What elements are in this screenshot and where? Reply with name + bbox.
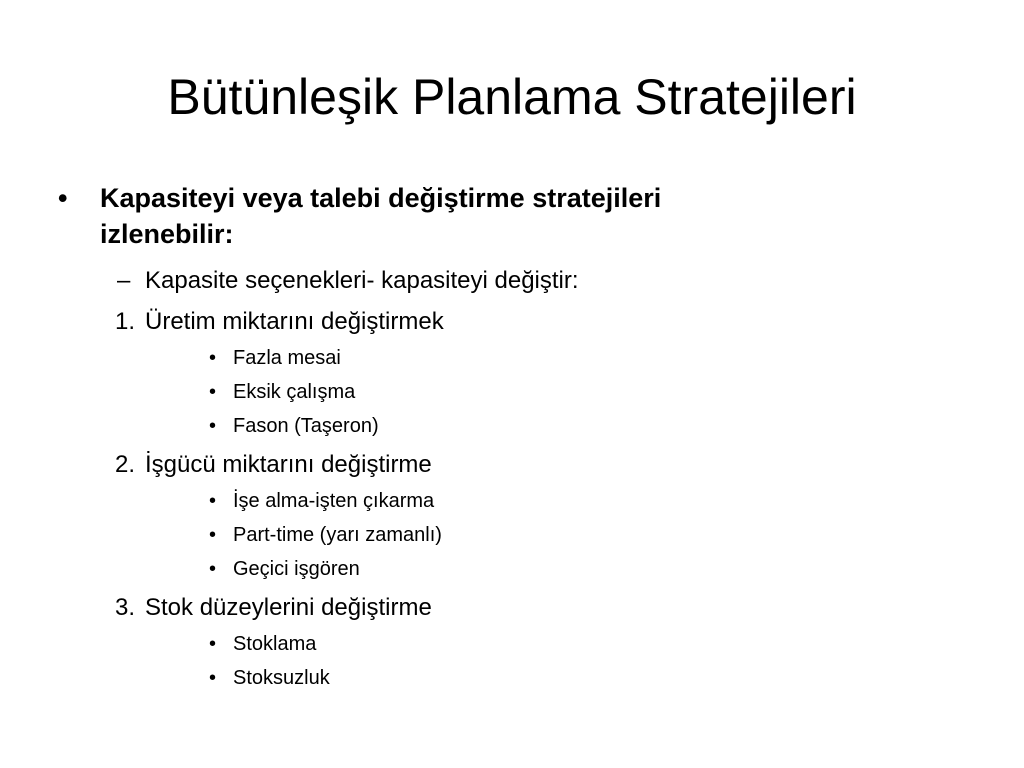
numbered-item-text: Stok düzeylerini değiştirme (145, 594, 432, 621)
sub-heading-text: Kapasite seçenekleri- kapasiteyi değiştir: (145, 267, 579, 294)
numbered-item-text: İşgücü miktarını değiştirme (145, 451, 432, 478)
main-bullet-text-line1: Kapasiteyi veya talebi değiştirme stratejileri (100, 183, 662, 213)
sub-item-text: Geçici işgören (233, 558, 360, 580)
sub-item-text: Part-time (yarı zamanlı) (233, 524, 442, 546)
slide-title: Bütünleşik Planlama Stratejileri (167, 69, 857, 125)
sub-item-text: Fazla mesai (233, 347, 341, 369)
bullet-marker: • (209, 490, 217, 512)
bullet-marker: • (209, 381, 217, 403)
item-number: 3. (115, 594, 136, 621)
bullet-marker: • (209, 667, 217, 689)
sub-item-text: Eksik çalışma (233, 381, 356, 403)
bullet-marker: • (209, 347, 217, 369)
item-number: 2. (115, 451, 136, 478)
bullet-marker: • (58, 183, 68, 213)
bullet-marker: • (209, 633, 217, 655)
sub-item-text: Stoklama (233, 633, 317, 655)
sub-item-text: Fason (Taşeron) (233, 415, 379, 437)
main-bullet-text-line2: izlenebilir: (100, 219, 234, 249)
item-number: 1. (115, 308, 136, 335)
dash-marker: – (117, 267, 131, 294)
bullet-marker: • (209, 415, 217, 437)
sub-item-text: İşe alma-işten çıkarma (233, 490, 435, 512)
sub-item-text: Stoksuzluk (233, 667, 330, 689)
numbered-item-text: Üretim miktarını değiştirmek (145, 308, 444, 335)
bullet-marker: • (209, 558, 217, 580)
bullet-marker: • (209, 524, 217, 546)
